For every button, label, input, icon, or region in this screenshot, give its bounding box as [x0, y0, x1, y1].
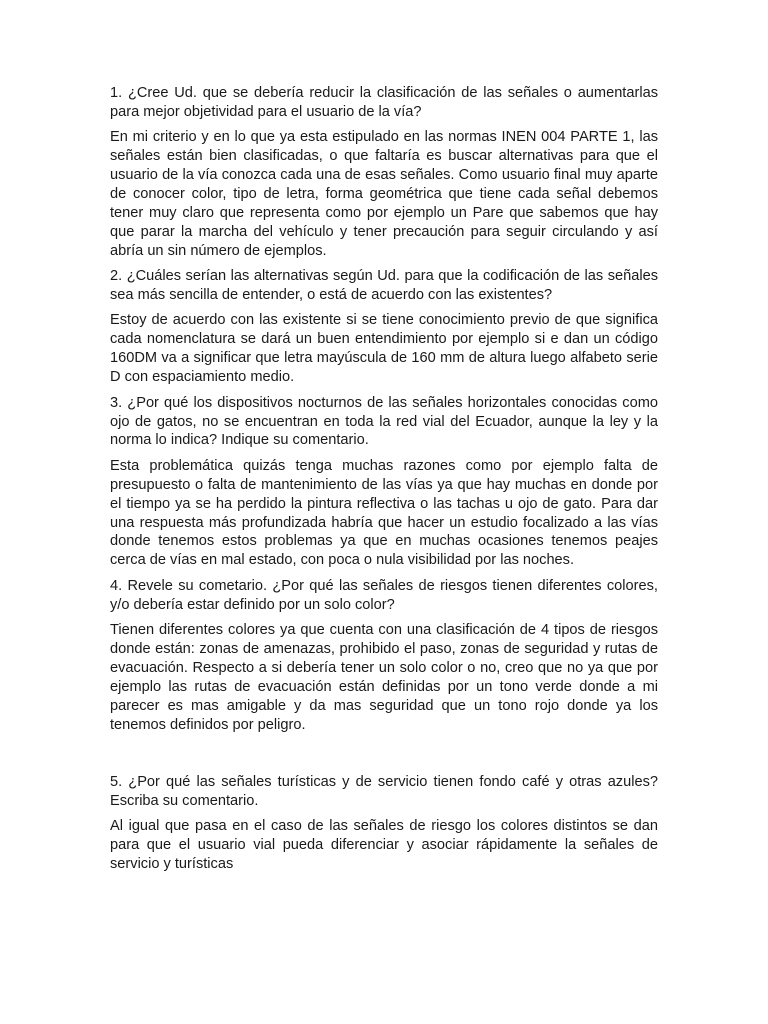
document-page: [110, 84, 658, 881]
answer-3: Esta problemática quizás tenga muchas razones como por ejemplo falta de presupuesto o falta de mantenimiento de las vías ya que hay muchas en donde por el tiempo ya se ha perdido la pintura reflectiva o las tachas u ojo de gato. Para dar una respuesta más profundizada habría que hacer un estudio focalizado a las vías donde tenemos estos problemas ya que en muchas ocasiones tenemos peajes cerca de vías en mal estado, con poca o nula visibilidad por las noches.: [110, 457, 658, 569]
question-3: 3. ¿Por qué los dispositivos nocturnos de las señales horizontales conocidas como ojo de gatos, no se encuentran en toda la red vial del Ecuador, aunque la ley y la norma lo indica? Indique su comentario.: [110, 394, 658, 449]
answer-5: Al igual que pasa en el caso de las señales de riesgo los colores distintos se dan para que el usuario vial pueda diferenciar y asociar rápidamente la señales de servicio y turísticas: [110, 818, 658, 873]
answer-4: Tienen diferentes colores ya que cuenta con una clasificación de 4 tipos de riesgos donde están: zonas de amenazas, prohibido el paso, zonas de seguridad y rutas de evacuación. Respecto a si debería tener un solo color o no, creo que no ya que por ejemplo las rutas de evacuación están definidas por un tono verde donde a mi parecer es mas amigable y da mas seguridad que un tono rojo donde ya los tenemos definidos por peligro.: [110, 622, 658, 733]
question-4: 4. Revele su cometario. ¿Por qué las señales de riesgos tienen diferentes colores, y/o debería estar definido por un solo color?: [110, 577, 658, 613]
question-5: 5. ¿Por qué las señales turísticas y de servicio tienen fondo café y otras azules? Escriba su comentario.: [110, 774, 658, 809]
question-2: 2. ¿Cuáles serían las alternativas según Ud. para que la codificación de las señales sea más sencilla de entender, o está de acuerdo con las existentes?: [110, 268, 658, 304]
answer-2: Estoy de acuerdo con las existente si se tiene conocimiento previo de que significa cada nomenclatura se dará un buen entendimiento por ejemplo si e dan un código 160DM va a significar que letra mayúscula de 160 mm de altura luego alfabeto serie D con espaciamiento medio.: [110, 312, 658, 386]
question-1: 1. ¿Cree Ud. que se debería reducir la clasificación de las señales o aumentarlas para mejor objetividad para el usuario de la vía?: [110, 85, 658, 120]
answer-1: En mi criterio y en lo que ya esta estipulado en las normas INEN 004 PARTE 1, las señales están bien clasificadas, o que faltaría es buscar alternativas para que el usuario de la vía conozca cada una de esas señales. Como usuario final muy aparte de conocer color, tipo de letra, forma geométrica que tiene cada señal debemos tener muy claro que representa como por ejemplo un Pare que sabemos que hay que parar la marcha del vehículo y tener precaución para seguir circulando y así abría un sin número de ejemplos.: [110, 129, 658, 259]
blank-space: [110, 741, 658, 773]
